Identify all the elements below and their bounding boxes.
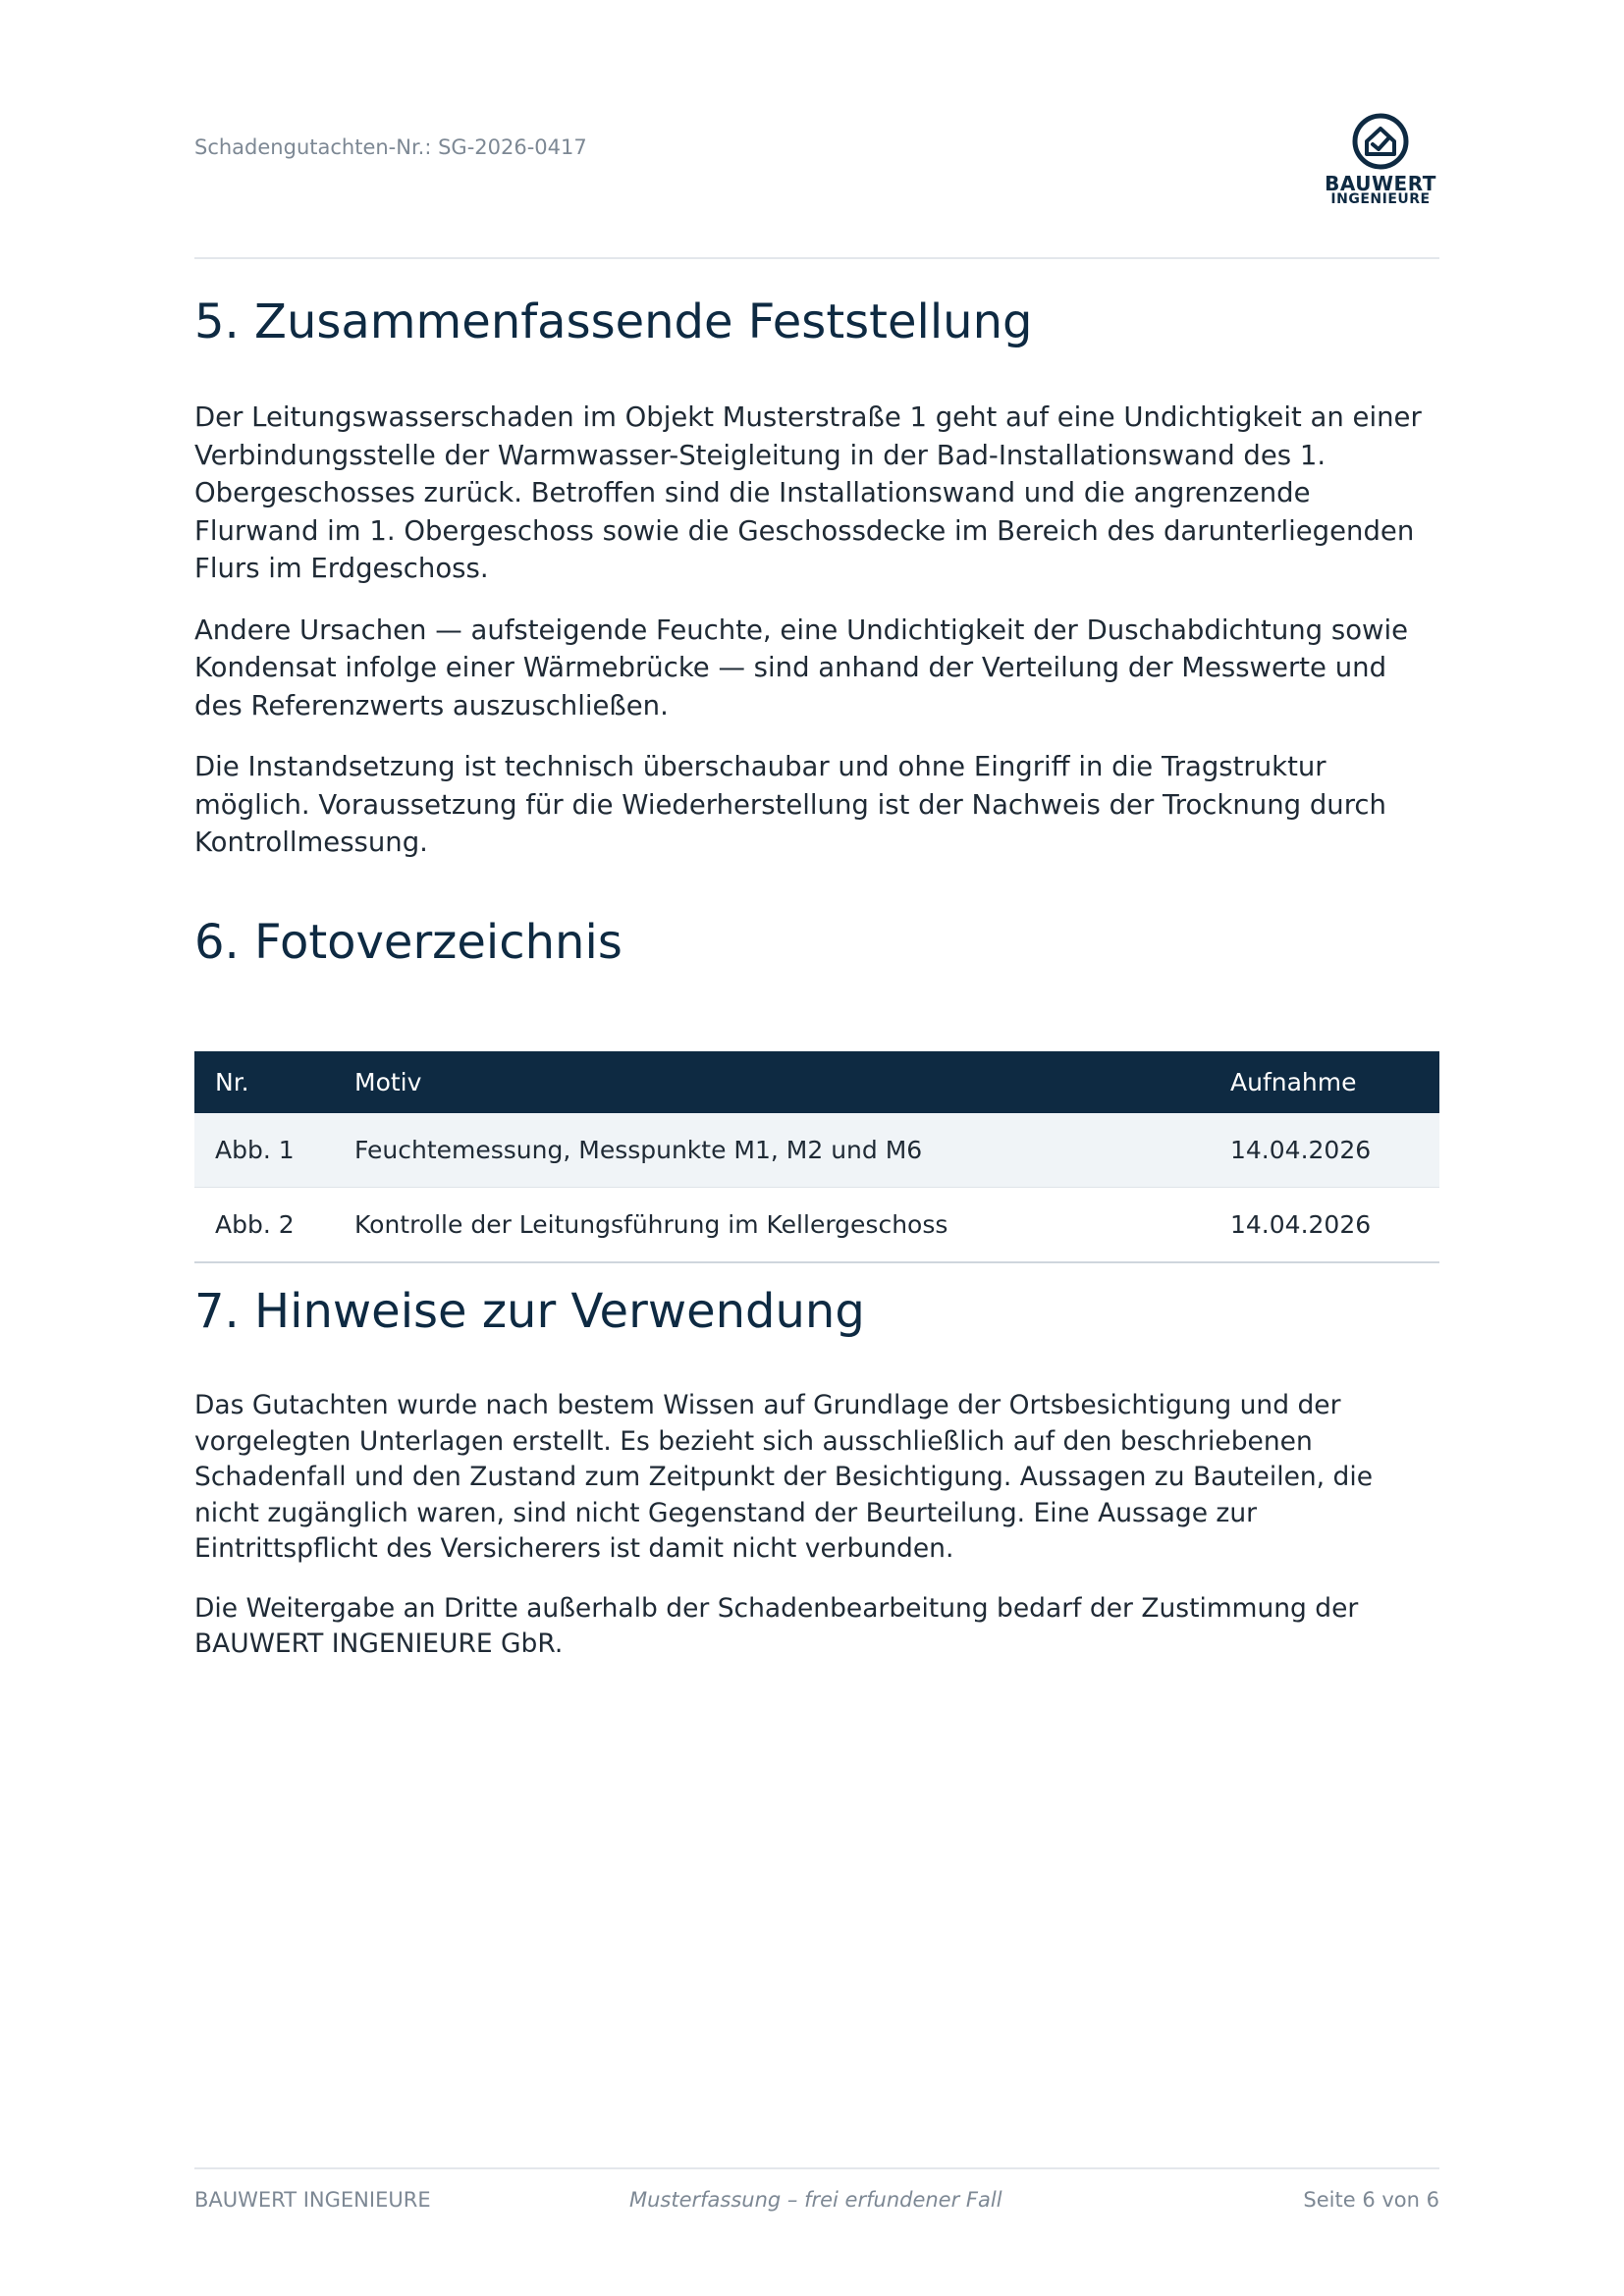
section-5-paragraph-3: Die Instandsetzung ist technisch überschaubar und ohne Eingriff in die Tragstruktur möglich. Voraussetzung für die Wiederherstellung ist der Nachweis der Trocknung durch Kontrollmessung. xyxy=(194,751,1386,858)
cell-nr: Abb. 2 xyxy=(194,1188,334,1263)
section-summary xyxy=(194,293,1439,862)
column-header-aufnahme: Aufnahme xyxy=(1210,1051,1439,1113)
page-number: Seite 6 von 6 xyxy=(1303,2188,1439,2212)
logo-text-line1: BAUWERT xyxy=(1325,172,1436,195)
cell-nr: Abb. 1 xyxy=(194,1113,334,1188)
section-5-title: 5. Zusammenfassende Feststellung xyxy=(194,294,1033,349)
cell-motiv: Kontrolle der Leitungsführung im Kellergeschoss xyxy=(334,1188,1210,1263)
table-header-row xyxy=(194,1051,1439,1113)
footer-company: BAUWERT INGENIEURE xyxy=(194,2188,431,2212)
cell-motiv: Feuchtemessung, Messpunkte M1, M2 und M6 xyxy=(334,1113,1210,1188)
house-in-circle-icon xyxy=(1351,112,1410,171)
table-row xyxy=(194,1188,1439,1263)
page-footer xyxy=(194,2167,1439,2228)
company-logo xyxy=(1322,112,1439,206)
cell-aufnahme: 14.04.2026 xyxy=(1210,1113,1439,1188)
column-header-motiv: Motiv xyxy=(334,1051,1210,1113)
photo-index-table xyxy=(194,1051,1439,1263)
section-6-title: 6. Fotoverzeichnis xyxy=(194,915,623,970)
table-row xyxy=(194,1113,1439,1188)
section-5-paragraph-2: Andere Ursachen — aufsteigende Feuchte, eine Undichtigkeit der Duschabdichtung sowie Kondensat infolge einer Wärmebrücke — sind anhand der Verteilung der Messwerte und des Referenzwerts auszuschließen. xyxy=(194,614,1409,721)
cell-aufnahme: 14.04.2026 xyxy=(1210,1188,1439,1263)
page-header xyxy=(194,108,1439,259)
logo-text-line2: INGENIEURE xyxy=(1330,191,1431,207)
document-number: Schadengutachten-Nr.: SG-2026-0417 xyxy=(194,135,587,159)
column-header-nr: Nr. xyxy=(194,1051,334,1113)
section-7-paragraph-2: Die Weitergabe an Dritte außerhalb der Schadenbearbeitung bedarf der Zustimmung der BAUWERT INGENIEURE GbR. xyxy=(194,1592,1359,1659)
section-photo-index xyxy=(194,913,1439,972)
section-5-paragraph-1: Der Leitungswasserschaden im Objekt Musterstraße 1 geht auf eine Undichtigkeit an einer Verbindungsstelle der Warmwasser-Steigleitung in der Bad-Installationswand des 1. Obergeschosses zurück. Betroffen sind die Installationswand und die angrenzende Flurwand im 1. Obergeschoss sowie die Geschossdecke im Bereich des darunterliegenden Flurs im Erdgeschoss. xyxy=(194,401,1422,584)
section-7-title: 7. Hinweise zur Verwendung xyxy=(194,1284,865,1339)
section-7-paragraph-1: Das Gutachten wurde nach bestem Wissen auf Grundlage der Ortsbesichtigung und der vorgelegten Unterlagen erstellt. Es bezieht sich ausschließlich auf den beschriebenen Schadenfall und den Zustand zum Zeitpunkt der Besichtigung. Aussagen zu Bauteilen, die nicht zugänglich waren, sind nicht Gegenstand der Beurteilung. Eine Aussage zur Eintrittspflicht des Versicherers ist damit nicht verbunden. xyxy=(194,1390,1374,1564)
footer-note: Musterfassung – frei erfundener Fall xyxy=(629,2188,1002,2212)
section-usage-notes xyxy=(194,1282,1439,1663)
